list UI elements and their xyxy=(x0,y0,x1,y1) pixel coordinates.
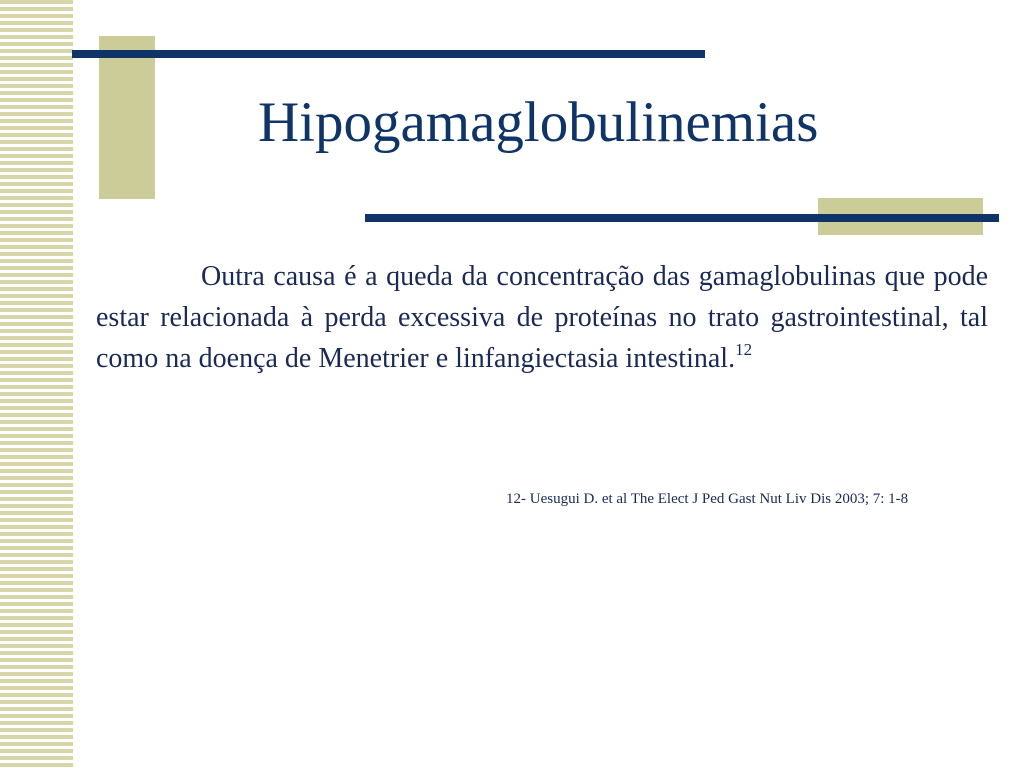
citation-superscript: 12 xyxy=(735,340,753,359)
decorative-khaki-block-left xyxy=(99,36,155,199)
slide-title: Hipogamaglobulinemias xyxy=(258,91,819,154)
decorative-navy-line-top xyxy=(72,50,705,58)
body-paragraph-text: Outra causa é a queda da concentração das gamaglobulinas que pode estar relacionada à perda excessiva de proteínas no trato gastrointestinal, tal como na doença de Menetrier e linfangiectasia intestinal. xyxy=(96,261,988,374)
body-paragraph xyxy=(96,256,988,379)
decorative-navy-line-bottom xyxy=(365,214,999,222)
decorative-stripe-bar xyxy=(0,0,73,768)
reference-citation: 12- Uesugui D. et al The Elect J Ped Gast Nut Liv Dis 2003; 7: 1-8 xyxy=(506,491,909,507)
